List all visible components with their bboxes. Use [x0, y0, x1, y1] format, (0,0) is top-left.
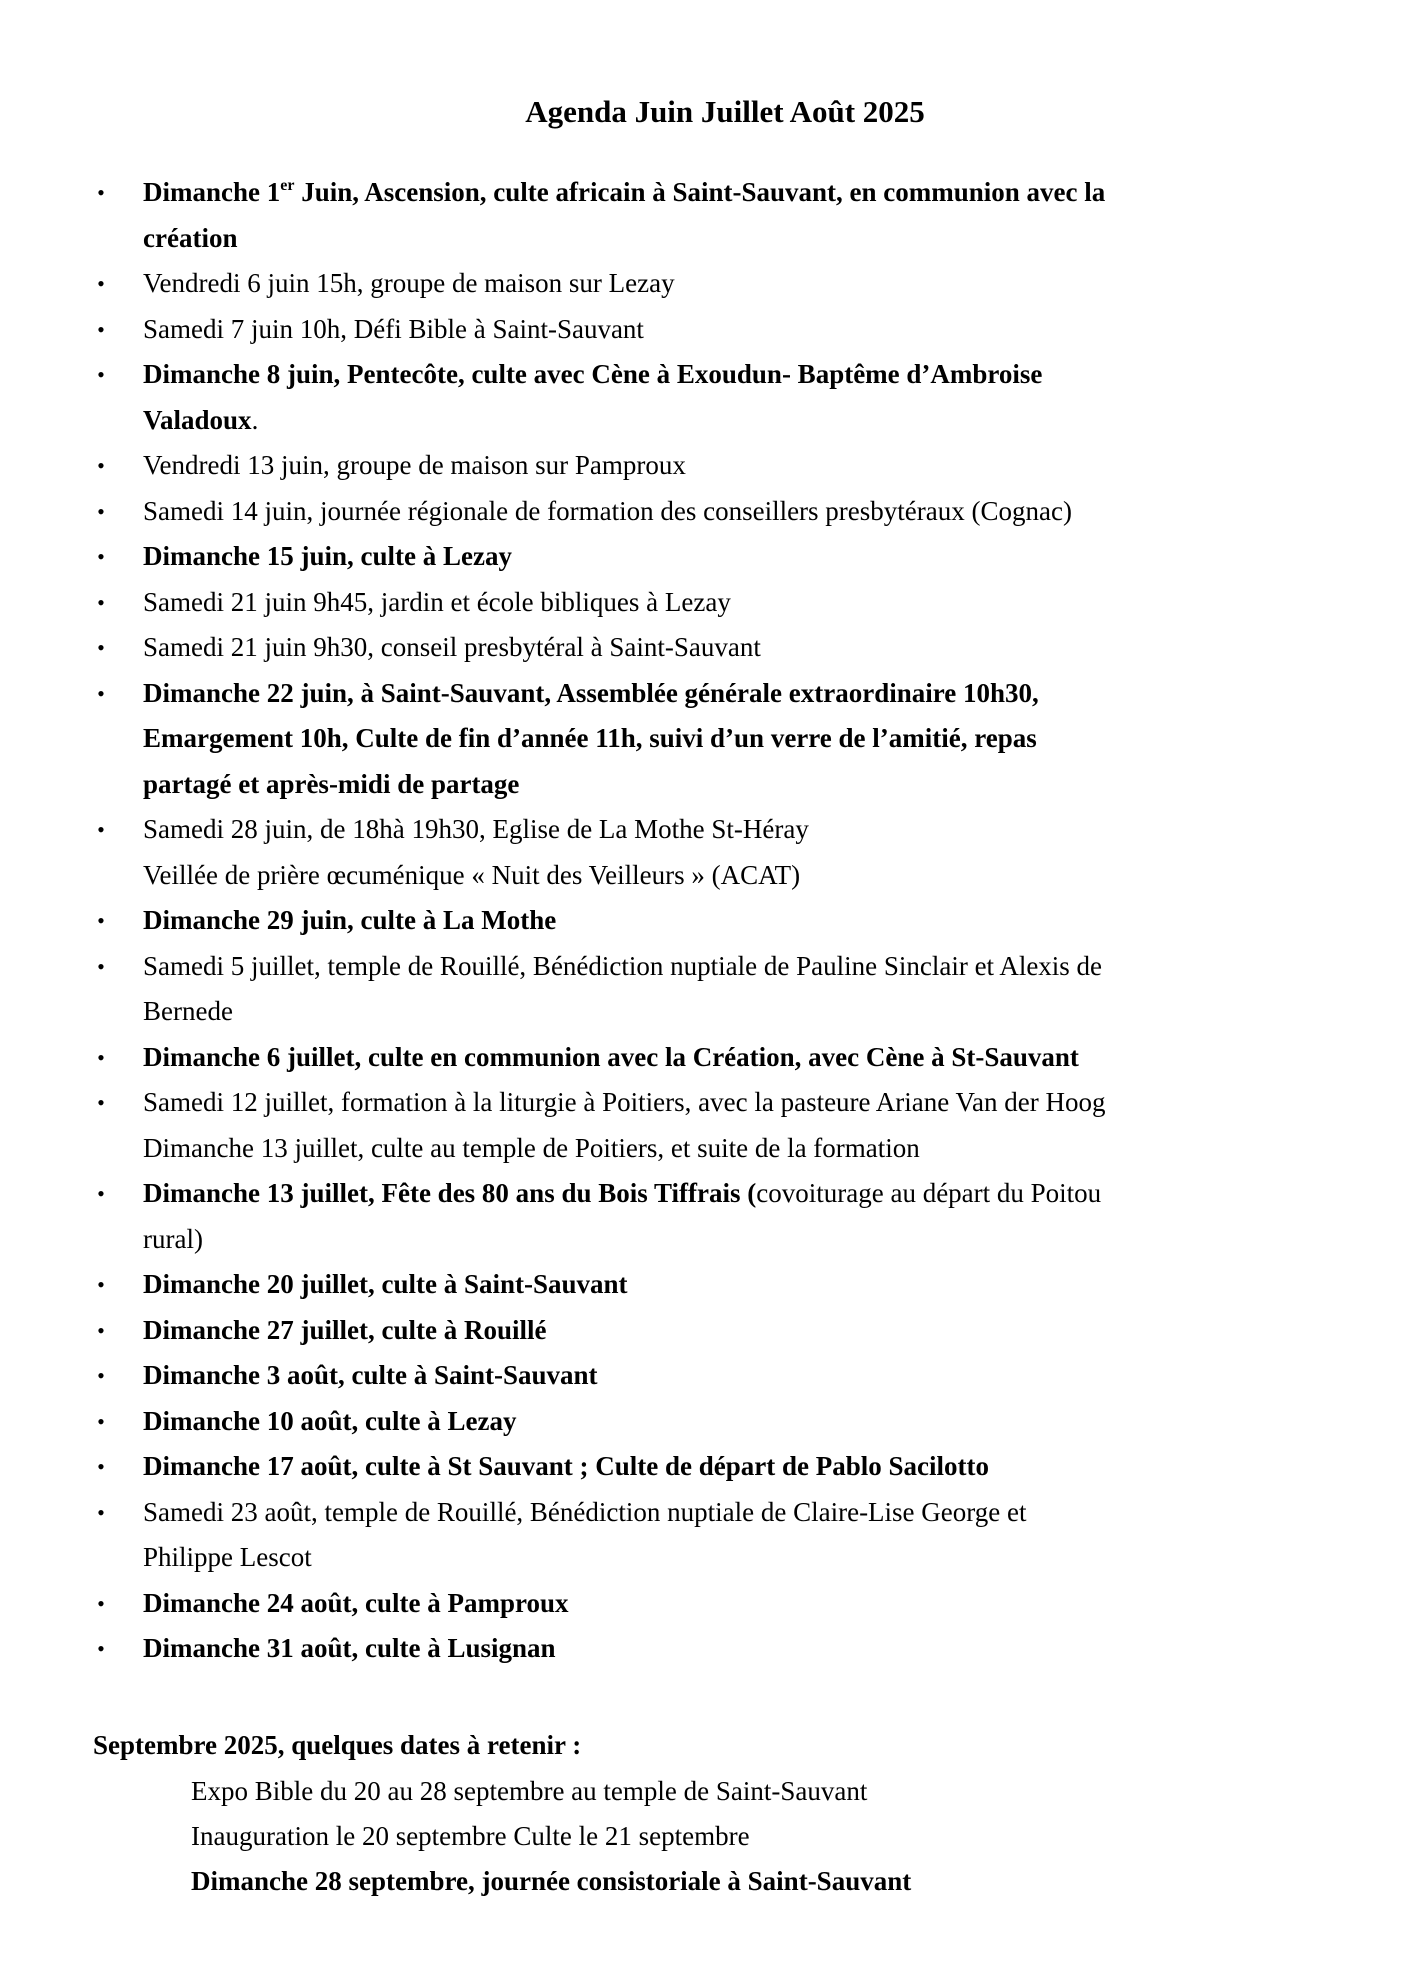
- bullet-icon: •: [97, 453, 105, 478]
- agenda-item-line: [143, 762, 1350, 808]
- agenda-item: [0, 1490, 1360, 1581]
- agenda-text: Samedi 12 juillet, formation à la liturgie à Poitiers, avec la pasteure Ariane Van der Hoog: [143, 1087, 1106, 1117]
- bullet-icon: •: [97, 1272, 105, 1297]
- agenda-item-line: [143, 1262, 1350, 1308]
- agenda-item: [0, 1262, 1360, 1308]
- september-list: [93, 1769, 1343, 1904]
- agenda-text: partagé et après-midi de partage: [143, 768, 520, 799]
- agenda-item-line: [143, 1490, 1350, 1536]
- agenda-text: Samedi 23 août, temple de Rouillé, Bénédiction nuptiale de Claire-Lise George et: [143, 1496, 1027, 1527]
- agenda-text: Emargement 10h, Culte de fin d’année 11h, suivi d’un verre de l’amitié, repas: [143, 723, 1037, 753]
- agenda-text: Dimanche 13 juillet, culte au temple de Poitiers, et suite de la formation: [143, 1132, 920, 1163]
- agenda-item-line: [143, 1444, 1350, 1490]
- bullet-icon: •: [97, 817, 105, 842]
- agenda-item-line: [143, 625, 1350, 671]
- ordinal-suffix: er: [280, 177, 295, 194]
- agenda-item-line: [143, 1035, 1350, 1081]
- agenda-item: [0, 898, 1360, 944]
- agenda-item-line: [143, 1581, 1350, 1627]
- agenda-text: Bernede: [143, 996, 233, 1026]
- agenda-text: Dimanche 13 juillet, Fête des 80 ans du Bois Tiffrais (: [143, 1178, 757, 1208]
- september-item: Inauguration le 20 septembre Culte le 21 septembre: [191, 1820, 750, 1851]
- agenda-text: création: [143, 222, 238, 253]
- september-item: Dimanche 28 septembre, journée consistoriale à Saint-Sauvant: [191, 1865, 912, 1896]
- bullet-icon: •: [97, 953, 105, 979]
- agenda-text: Dimanche 29 juin, culte à La Mothe: [143, 905, 557, 935]
- agenda-item-line: [143, 898, 1350, 944]
- agenda-item-line: [143, 398, 1350, 444]
- agenda-text: rural): [143, 1223, 203, 1254]
- agenda-text: Dimanche 6 juillet, culte en communion avec la Création, avec Cène à St-Sauvant: [143, 1041, 1079, 1072]
- agenda-item: [0, 307, 1360, 353]
- bullet-icon: •: [97, 1636, 105, 1661]
- agenda-item: [0, 671, 1360, 808]
- agenda-list: [0, 170, 1360, 1672]
- agenda-text: Vendredi 13 juin, groupe de maison sur Pamproux: [143, 450, 686, 480]
- agenda-item: [0, 1353, 1360, 1399]
- agenda-text: Samedi 21 juin 9h45, jardin et école bibliques à Lezay: [143, 586, 731, 617]
- agenda-item: [0, 1308, 1360, 1354]
- agenda-text: .: [251, 404, 259, 435]
- agenda-item: [0, 443, 1360, 489]
- agenda-text: Philippe Lescot: [143, 1542, 312, 1572]
- bullet-icon: •: [97, 635, 105, 660]
- agenda-text: Dimanche 17 août, culte à St Sauvant ; Culte de départ de Pablo Sacilotto: [143, 1451, 989, 1481]
- september-section: [93, 1723, 1343, 1904]
- agenda-text: Dimanche 8 juin, Pentecôte, culte avec Cène à Exoudun- Baptême d’Ambroise: [143, 359, 1043, 389]
- agenda-text: Vendredi 6 juin 15h, groupe de maison sur Lezay: [143, 268, 675, 298]
- bullet-icon: •: [97, 680, 105, 706]
- agenda-item-line: [143, 1126, 1350, 1172]
- agenda-item: [0, 1626, 1360, 1672]
- agenda-item-line: [143, 261, 1350, 307]
- agenda-item-line: [143, 352, 1350, 398]
- september-heading: Septembre 2025, quelques dates à retenir :: [93, 1730, 582, 1760]
- bullet-icon: •: [97, 180, 105, 205]
- agenda-item: [0, 489, 1360, 535]
- bullet-icon: •: [97, 1363, 105, 1388]
- agenda-item-line: [143, 1535, 1350, 1581]
- agenda-item: [0, 1035, 1360, 1081]
- agenda-item: [0, 1581, 1360, 1627]
- page-title: Agenda Juin Juillet Août 2025: [525, 94, 925, 129]
- agenda-text: Samedi 14 juin, journée régionale de formation des conseillers presbytéraux (Cognac): [143, 495, 1072, 526]
- agenda-item: [0, 944, 1360, 1035]
- agenda-text: Dimanche 20 juillet, culte à Saint-Sauvant: [143, 1269, 628, 1299]
- bullet-icon: •: [97, 316, 105, 342]
- agenda-item-line: [143, 1080, 1350, 1126]
- agenda-text: Dimanche 3 août, culte à Saint-Sauvant: [143, 1360, 598, 1390]
- agenda-item: [0, 352, 1360, 443]
- bullet-icon: •: [97, 1454, 105, 1479]
- bullet-icon: •: [97, 908, 105, 933]
- bullet-icon: •: [97, 1090, 105, 1115]
- agenda-item: [0, 1080, 1360, 1171]
- agenda-item-line: [143, 716, 1350, 762]
- agenda-text: Dimanche 22 juin, à Saint-Sauvant, Assemblée générale extraordinaire 10h30,: [143, 677, 1039, 708]
- bullet-icon: •: [97, 498, 105, 524]
- agenda-text: Dimanche 1: [143, 177, 281, 207]
- agenda-item: [0, 261, 1360, 307]
- agenda-item-line: [143, 1399, 1350, 1445]
- bullet-icon: •: [97, 1590, 105, 1616]
- agenda-text: Samedi 7 juin 10h, Défi Bible à Saint-Sauvant: [143, 313, 644, 344]
- agenda-item: [0, 1444, 1360, 1490]
- agenda-item-line: [143, 853, 1350, 899]
- bullet-icon: •: [97, 271, 105, 296]
- agenda-text: Samedi 28 juin, de 18hà 19h30, Eglise de La Mothe St-Héray: [143, 814, 809, 844]
- bullet-icon: •: [97, 589, 105, 615]
- agenda-item-line: [143, 307, 1350, 353]
- agenda-item-line: [143, 944, 1350, 990]
- agenda-item-line: [143, 1171, 1350, 1217]
- agenda-text: Dimanche 31 août, culte à Lusignan: [143, 1633, 556, 1663]
- agenda-text: Dimanche 10 août, culte à Lezay: [143, 1405, 517, 1436]
- agenda-item-line: [143, 216, 1350, 262]
- september-item: Expo Bible du 20 au 28 septembre au temple de Saint-Sauvant: [191, 1775, 868, 1806]
- bullet-icon: •: [97, 1044, 105, 1070]
- bullet-icon: •: [97, 1499, 105, 1525]
- bullet-icon: •: [97, 1317, 105, 1343]
- agenda-item-line: [143, 1626, 1350, 1672]
- agenda-item: [0, 534, 1360, 580]
- agenda-item-line: [143, 989, 1350, 1035]
- agenda-item: [0, 807, 1360, 898]
- bullet-icon: •: [97, 544, 105, 569]
- bullet-icon: •: [97, 1181, 105, 1206]
- agenda-item-line: [143, 534, 1350, 580]
- agenda-text: Samedi 21 juin 9h30, conseil presbytéral à Saint-Sauvant: [143, 632, 761, 662]
- agenda-item: [0, 170, 1360, 261]
- agenda-item: [0, 1171, 1360, 1262]
- agenda-text: Juin, Ascension, culte africain à Saint-Sauvant, en communion avec la: [294, 177, 1106, 207]
- bullet-icon: •: [97, 1408, 105, 1434]
- agenda-item: [0, 625, 1360, 671]
- agenda-text: Valadoux: [143, 404, 252, 435]
- agenda-text: Dimanche 15 juin, culte à Lezay: [143, 541, 512, 571]
- agenda-item-line: [143, 671, 1350, 717]
- agenda-item-line: [143, 443, 1350, 489]
- agenda-item-line: [143, 1217, 1350, 1263]
- agenda-item-line: [143, 807, 1350, 853]
- agenda-item-line: [143, 170, 1350, 216]
- agenda-item-line: [143, 1353, 1350, 1399]
- agenda-text: Dimanche 24 août, culte à Pamproux: [143, 1587, 569, 1618]
- agenda-text: covoiturage au départ du Poitou: [756, 1178, 1102, 1208]
- agenda-text: Samedi 5 juillet, temple de Rouillé, Bénédiction nuptiale de Pauline Sinclair et Alexis de: [143, 950, 1103, 981]
- agenda-item: [0, 1399, 1360, 1445]
- agenda-text: Dimanche 27 juillet, culte à Rouillé: [143, 1314, 547, 1345]
- agenda-item-line: [143, 580, 1350, 626]
- agenda-item-line: [143, 489, 1350, 535]
- agenda-item-line: [143, 1308, 1350, 1354]
- agenda-item: [0, 580, 1360, 626]
- bullet-icon: •: [97, 362, 105, 387]
- agenda-text: Veillée de prière œcuménique « Nuit des Veilleurs » (ACAT): [143, 859, 801, 890]
